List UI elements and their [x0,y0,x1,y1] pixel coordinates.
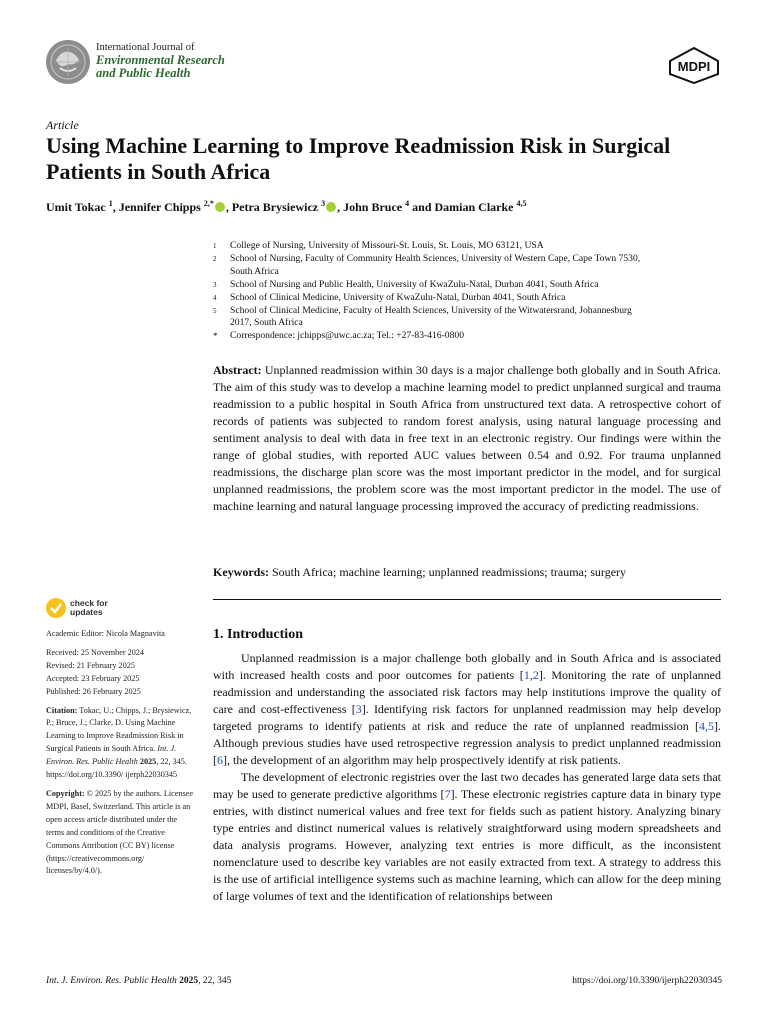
affiliation-text: School of Clinical Medicine, Faculty of Health Sciences, University of the Witwatersrand, Johannesburg 2017, South Africa [230,304,632,329]
published-date: Published: 26 February 2025 [46,686,141,696]
paragraph [213,650,721,769]
article-type: Article [46,118,79,132]
author-name[interactable]: Damian Clarke [434,200,514,214]
sidebar-metadata [46,628,196,878]
citation-label: Citation: [46,705,78,715]
citation-link[interactable]: 1,2 [523,668,539,682]
affiliation-item [213,253,713,279]
affiliation-item [213,292,713,305]
text-run: ], the development of an algorithm may help prospectively identify at risk patients. [223,753,621,767]
copyright-text: © 2025 by the authors. Licensee MDPI, Basel, Switzerland. This article is an open access article distributed under the terms and conditions of the Creative Commons Attribution (CC BY) license (https://creativecommons.org/ licenses/by/4.0/). [46,788,193,876]
affiliation-item [213,279,713,292]
journal-logo [46,40,90,84]
citation-link[interactable]: 6 [217,753,223,767]
footer-journal: Int. J. Environ. Res. Public Health [46,976,177,986]
academic-editor: Academic Editor: Nicola Magnavita [46,629,165,638]
affiliation-number: 1 [213,242,217,250]
affiliation-text: School of Clinical Medicine, University of KwaZulu-Natal, Durban 4041, South Africa [230,291,566,303]
author-name[interactable]: Petra Brysiewicz [231,200,319,214]
affiliation-number: 4 [213,293,217,302]
author-affil-sup: 4,5 [516,199,527,208]
affiliation-text: School of Nursing and Public Health, University of KwaZulu-Natal, Durban 4041, South Africa [230,278,599,290]
accepted-date: Accepted: 23 February 2025 [46,673,140,683]
section-heading: 1. Introduction [213,627,303,642]
citation-link[interactable]: 7 [444,787,451,801]
correspondence-text[interactable]: Correspondence: jchipps@uwc.ac.za; Tel.: +27-83-416-0800 [230,330,464,342]
text-run: The development of electronic registries over the last two decades has generated large data sets that may be used to generate predictive algorithms [ [213,770,721,801]
footer-volume: , 22, 345 [198,976,232,986]
body-text [213,650,721,905]
check-for-updates-button[interactable] [46,598,136,620]
text-run: ]. Identifying risk factors for unplanned readmission may help develop targeted programs to identify patients at risk and reduce the rate of unplanned readmission [ [213,702,721,733]
section-divider [213,599,721,600]
footer-doi-link[interactable]: https://doi.org/10.3390/ijerph22030345 [572,976,722,986]
affiliation-number: 3 [213,280,217,289]
abstract-text: Unplanned readmission within 30 days is a major challenge both globally and in South Africa. The aim of this study was to develop a machine learning model to predict unplanned surgical and trauma readmission to a public hospital in South Africa from unstructured text data. A retrospective cohort of records of patients was subjected to random forest analysis, using natural language processing and sentiment analysis to deal with data in free text in an electronic registry. Our findings were within the range of global studies, with reported AUC values between 0.54 and 0.92. For trauma unplanned readmissions, the discharge plan score was the most important predictor in the model, and for surgical unplanned readmissions, the problem score was the most important predictor in the model. The use of machine learning and natural language processing improved the accuracy of predicting readmissions. [213,363,721,513]
citation-year: 2025 [139,757,157,767]
text-run: ]. Although previous studies have used retrospective regression analysis to predict unplanned readmission [ [213,719,721,767]
author-affil-sup: 4 [405,199,410,208]
affiliation-item [213,240,713,253]
author-affil-sup: 3 [321,199,326,208]
mdpi-logo [667,46,721,84]
received-date: Received: 25 November 2024 [46,647,144,657]
check-updates-line1: check for [70,598,108,608]
citation [46,705,196,782]
journal-name [96,41,225,80]
copyright [46,788,196,878]
journal-name-line3: and Public Health [96,66,191,80]
article-title: Using Machine Learning to Improve Readmission Risk in Surgical Patients in South Africa [46,133,671,184]
citation-tail[interactable]: , 22, 345. https://doi.org/10.3390/ ijerph22030345 [46,757,187,780]
copyright-label: Copyright: [46,788,85,798]
journal-name-line2: Environmental Research [96,53,225,67]
footer-year: 2025 [179,976,199,986]
author-name[interactable]: Jennifer Chipps [118,200,201,214]
author-name[interactable]: John Bruce [343,200,403,214]
citation-text: Tokac, U.; Chipps, J.; Brysiewicz, P.; Bruce, J.; Clarke, D. Using Machine Learning to Improve Readmission Risk in Surgical Patients in South Africa. [46,705,192,754]
paragraph [213,769,721,905]
correspondence [213,330,713,343]
author-affil-sup: 2,* [203,199,214,208]
affiliation-number: 2 [213,254,217,263]
citation-link[interactable]: 4,5 [699,719,714,733]
check-updates-icon [46,598,66,618]
author-affil-sup: 1 [108,199,113,208]
keywords-label: Keywords: [213,565,269,579]
journal-name-line1: International Journal of [96,42,195,53]
check-updates-label [70,599,108,617]
citation-journal: Int. J. Environ. Res. Public Health [46,744,177,767]
keywords-text: South Africa; machine learning; unplanned readmissions; trauma; surgery [272,565,627,579]
affiliation-text: School of Nursing, Faculty of Community Health Sciences, University of Western Cape, Cape Town 7530, South Africa [230,252,641,277]
affiliation-number: 5 [213,306,217,315]
abstract-label: Abstract: [213,363,262,377]
mdpi-logo-text: MDPI [677,59,711,74]
author-list: Umit Tokac $^1$, Jennifer Chipps $^{2,*}$ , Petra Brysiewicz $^3$ , John Bruce $^4$ and Damian Clarke $^{4,5}$ [46,199,527,214]
check-updates-line2: updates [70,607,103,617]
affiliation-item [213,305,713,331]
affiliations [213,240,713,343]
author-name[interactable]: Umit Tokac [46,200,106,214]
orcid-icon[interactable] [326,202,336,212]
text-run: ]. Monitoring the rate of unplanned readmission and understanding the associated risk factors may help institutions improve the quality of care and cost-effectiveness [ [213,668,721,716]
orcid-icon[interactable] [215,202,225,212]
text-run: Unplanned readmission is a major challenge both globally and in South Africa and is associated with increased health costs and poor outcomes for patients [ [213,651,721,682]
footer-citation [46,976,231,986]
revised-date: Revised: 21 February 2025 [46,660,135,670]
affiliation-number: * [213,331,218,342]
text-run: ]. These electronic registries capture data in binary type entries, with distinct numerical values and free text for fields such as patient history. Analyzing binary type entries and distinct numerical values is relatively straightforward using modern spreadsheets and data analysis programs. However, analyzing text entries is more difficult, as the inconsistent nomenclature used to describe key variables are not easily extracted from text. A strategy to address this is the use of artificial intelligence systems such as machine learning, which can allow for the deep mining of large volumes of text and the identification of relationships between [213,787,721,903]
citation-link[interactable]: 3 [355,702,362,716]
keywords [213,564,721,581]
abstract [213,362,721,515]
affiliation-text: College of Nursing, University of Missouri-St. Louis, St. Louis, MO 63121, USA [230,240,544,251]
